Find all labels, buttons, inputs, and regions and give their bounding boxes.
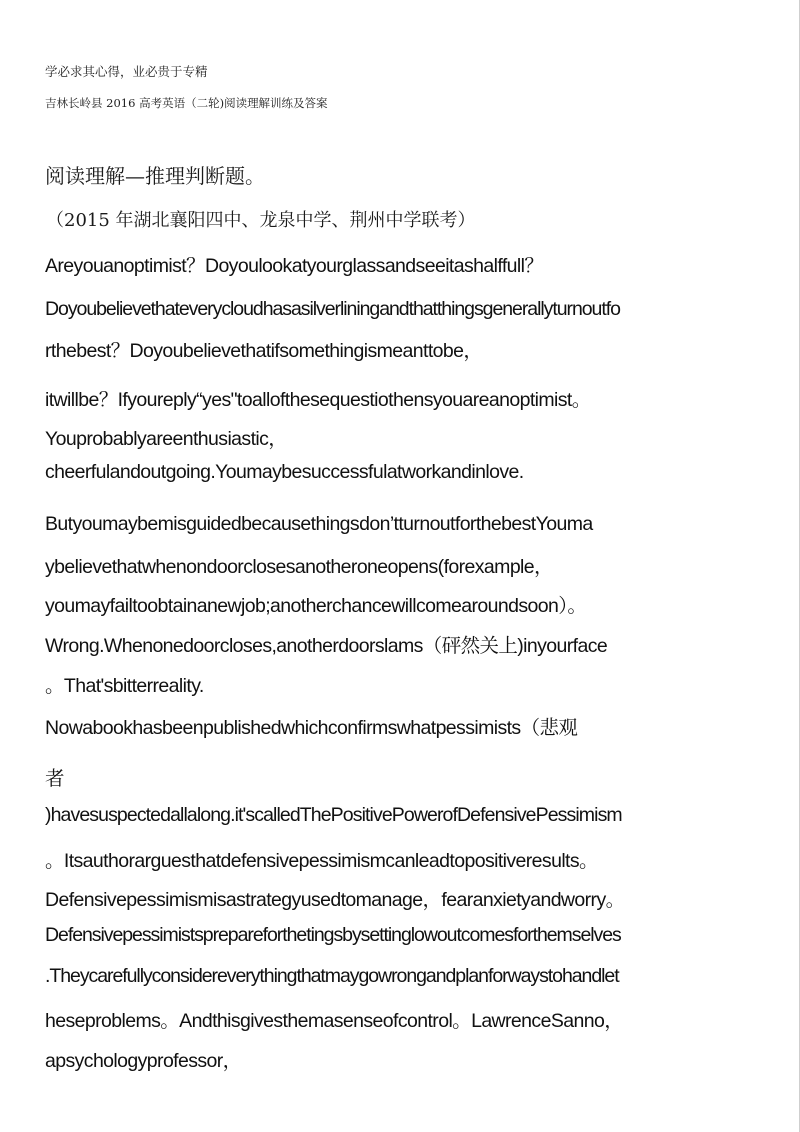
passage-line: 。Itsauthorarguesthatdefensivepessimismcanleadtopositiveresults。 [45, 850, 598, 872]
header-doc-title: 吉林长岭县 2016 高考英语（二轮)阅读理解训练及答案 [45, 96, 328, 110]
header-motto: 学必求其心得，业必贵于专精 [45, 64, 208, 79]
section-source: （2015 年湖北襄阳四中、龙泉中学、荆州中学联考） [46, 210, 476, 231]
passage-line: apsychologyprofessor， [45, 1050, 242, 1072]
passage-line: Defensivepessimismisastrategyusedtomanage，fearanxietyandworry。 [45, 889, 625, 911]
passage-line: itwillbe？Ifyoureply“yes"toallofthesequestiothensyouareanoptimist。 [45, 389, 591, 411]
passage-line: Nowabookhasbeenpublishedwhichconfirmswhatpessimists（悲观 [45, 717, 578, 739]
passage-line: Areyouanoptimist？Doyoulookatyourglassandseeitashalffull？ [45, 255, 544, 277]
passage-line: Defensivepessimistsprepareforthetingsbysettinglowoutcomesforthemselves [45, 924, 621, 946]
passage-line: .Theycarefullyconsidereverythingthatmaygowrongandplanforwaystohandlet [45, 965, 619, 987]
passage-line: 者 [45, 768, 64, 790]
passage-line: ybelievethatwhenondoorclosesanotheroneopens(forexample， [45, 556, 553, 578]
passage-line: Youprobablyareenthusiastic， [45, 428, 288, 450]
passage-line: )havesuspectedallalong.it'scalledThePositivePowerofDefensivePessimism [45, 804, 622, 826]
passage-line: rthebest？Doyoubelievethatifsomethingismeanttobe， [45, 340, 483, 362]
passage-line: Butyoumaybemisguidedbecausethingsdon’tturnoutforthebestYouma [45, 513, 593, 535]
passage-line: Doyoubelievethateverycloudhasasilverliningandthatthingsgenerallyturnoutfo [45, 298, 620, 320]
passage-line: heseproblems。Andthisgivesthemasenseofcontrol。LawrenceSanno， [45, 1010, 624, 1032]
passage-line: cheerfulandoutgoing.Youmaybesuccessfulatworkandinlove. [45, 461, 524, 483]
passage-line: youmayfailtoobtainanewjob;anotherchancewillcomearoundsoon）。 [45, 595, 587, 617]
passage-line: Wrong.Whenonedoorcloses,anotherdoorslams（砰然关上)inyourface [45, 635, 608, 657]
section-title: 阅读理解—推理判断题。 [45, 164, 265, 188]
passage-line: 。That'sbitterreality. [45, 675, 204, 697]
